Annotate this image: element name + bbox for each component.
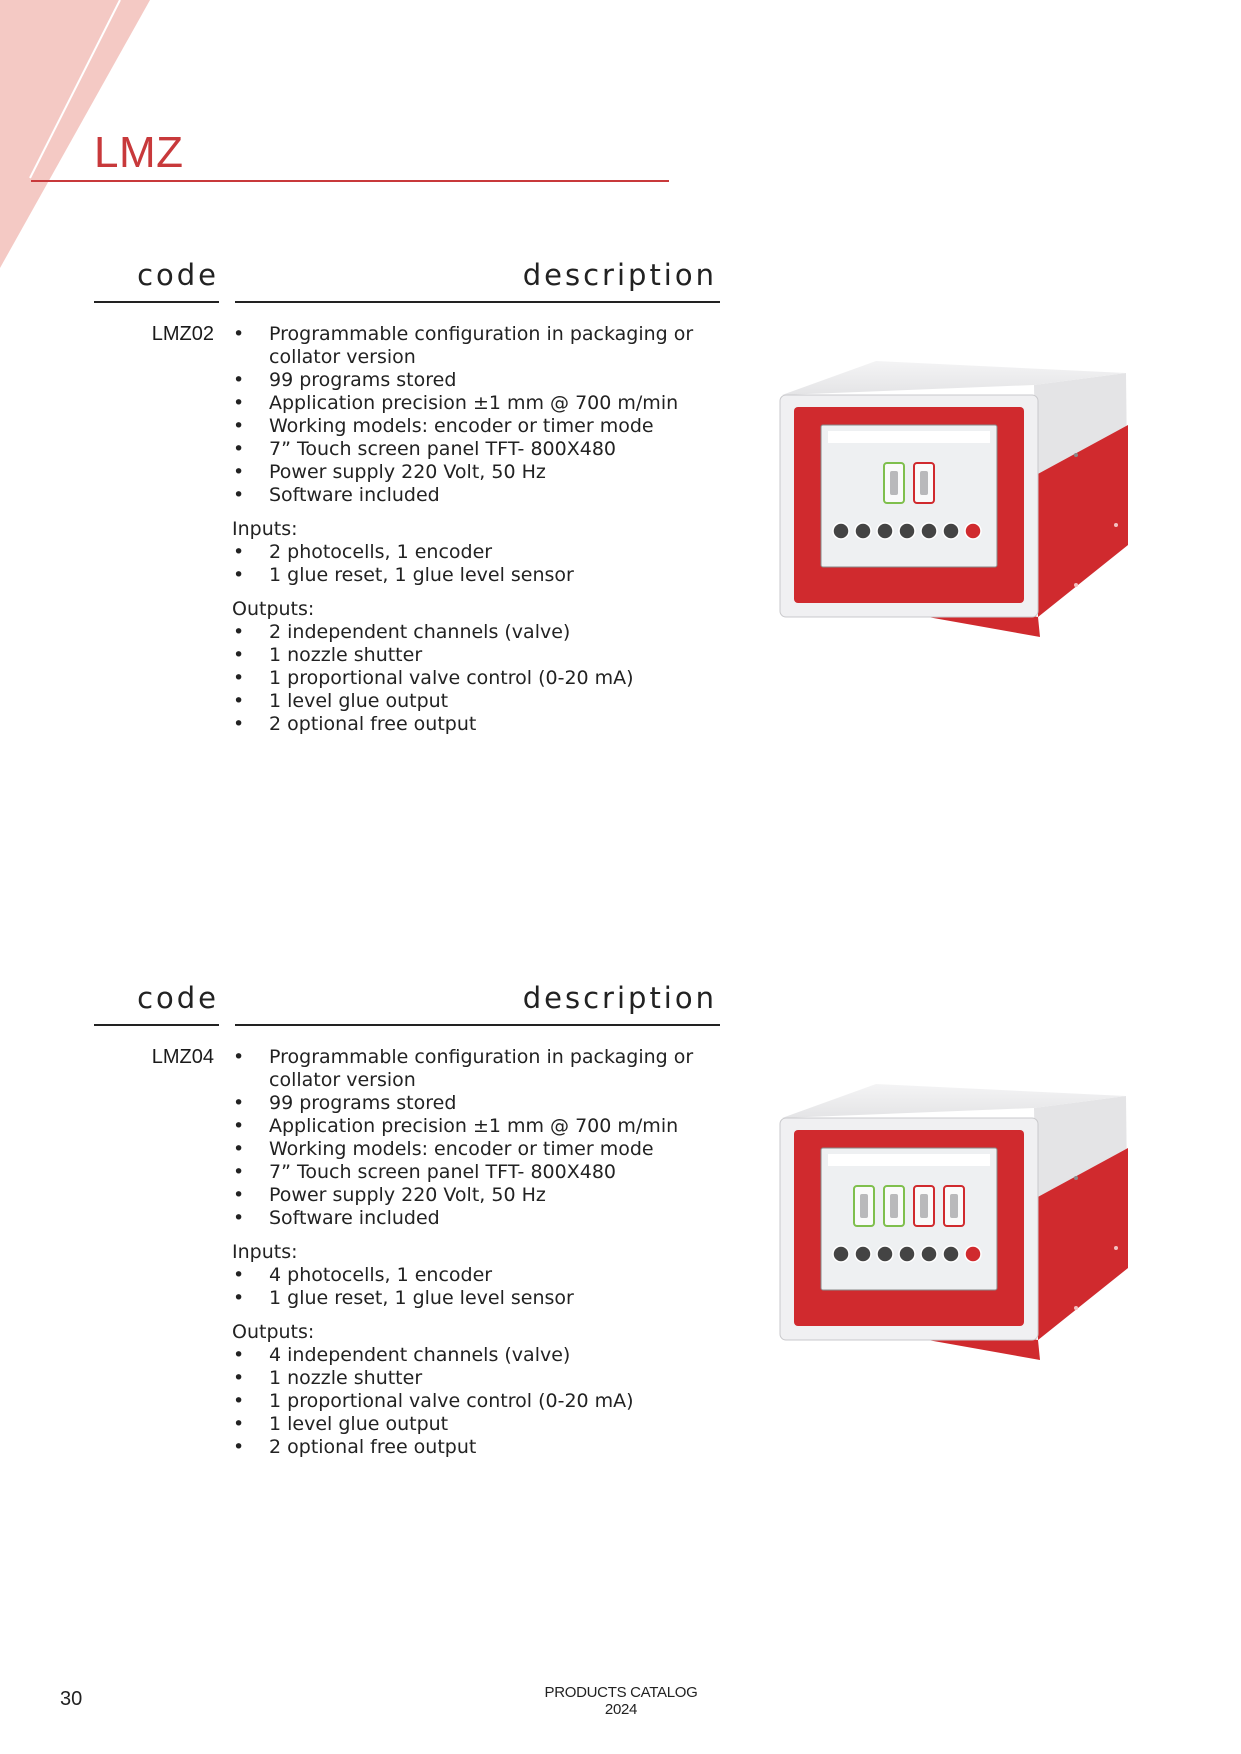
- screen-icon: [965, 523, 981, 539]
- inputs-label: Inputs:: [232, 518, 298, 540]
- column-header-code: code: [137, 258, 219, 292]
- output-item: • 1 level glue output: [232, 690, 702, 713]
- output-item: • 1 level glue output: [232, 1413, 702, 1436]
- output-item: • 1 nozzle shutter: [232, 644, 702, 667]
- channel-glyph: [890, 1194, 898, 1218]
- product-image: [776, 1078, 1138, 1360]
- feature-list: [232, 323, 702, 507]
- screen-icon: [965, 1246, 981, 1262]
- channel-glyph: [920, 471, 928, 495]
- description-header-rule: [235, 301, 720, 303]
- screen-icon: [943, 523, 959, 539]
- inputs-label: Inputs:: [232, 1241, 298, 1263]
- feature-item: • 99 programs stored: [232, 1092, 702, 1115]
- inputs-list: [232, 1264, 702, 1310]
- feature-item: • Software included: [232, 1207, 702, 1230]
- product-description: [232, 1046, 702, 1459]
- screen-icon: [921, 523, 937, 539]
- outputs-list: [232, 621, 702, 736]
- column-header-description: description: [522, 981, 717, 1015]
- screen-icon: [855, 1246, 871, 1262]
- side-screw: [1074, 1176, 1078, 1180]
- output-item: • 1 nozzle shutter: [232, 1367, 702, 1390]
- channel-glyph: [860, 1194, 868, 1218]
- screen-icon: [899, 523, 915, 539]
- screen-icon: [877, 1246, 893, 1262]
- title-underline: [31, 180, 669, 182]
- device-screen: [821, 425, 997, 567]
- outputs-label: Outputs:: [232, 1321, 315, 1343]
- feature-item: • Programmable configuration in packaging or collator version: [232, 323, 702, 369]
- product-section-1: [0, 255, 1241, 855]
- output-item: • 4 independent channels (valve): [232, 1344, 702, 1367]
- input-item: • 1 glue reset, 1 glue level sensor: [232, 1287, 702, 1310]
- channel-glyph: [950, 1194, 958, 1218]
- screen-icon: [833, 523, 849, 539]
- feature-item: • Application precision ±1 mm @ 700 m/min: [232, 1115, 702, 1138]
- code-header-rule: [94, 301, 219, 303]
- footer-catalog-label: PRODUCTS CATALOG 2024: [544, 1684, 698, 1718]
- screen-header-bar: [828, 431, 990, 443]
- screen-icon: [877, 523, 893, 539]
- feature-item: • Power supply 220 Volt, 50 Hz: [232, 1184, 702, 1207]
- feature-item: • Programmable configuration in packaging or collator version: [232, 1046, 702, 1092]
- feature-item: • Power supply 220 Volt, 50 Hz: [232, 461, 702, 484]
- side-screw: [1074, 583, 1078, 587]
- output-item: • 2 independent channels (valve): [232, 621, 702, 644]
- page-title: LMZ: [94, 128, 184, 177]
- feature-item: • 7” Touch screen panel TFT- 800X480: [232, 438, 702, 461]
- input-item: • 1 glue reset, 1 glue level sensor: [232, 564, 702, 587]
- product-description: [232, 323, 702, 736]
- channel-glyph: [920, 1194, 928, 1218]
- column-header-description: description: [522, 258, 717, 292]
- inputs-list: [232, 541, 702, 587]
- outputs-label: Outputs:: [232, 598, 315, 620]
- screen-icon: [943, 1246, 959, 1262]
- product-image: [776, 355, 1138, 637]
- input-item: • 2 photocells, 1 encoder: [232, 541, 702, 564]
- screen-icon: [921, 1246, 937, 1262]
- side-screw: [1114, 523, 1118, 527]
- feature-item: • Application precision ±1 mm @ 700 m/min: [232, 392, 702, 415]
- feature-item: • Working models: encoder or timer mode: [232, 1138, 702, 1161]
- outputs-list: [232, 1344, 702, 1459]
- input-item: • 4 photocells, 1 encoder: [232, 1264, 702, 1287]
- output-item: • 2 optional free output: [232, 713, 702, 736]
- device-screen: [821, 1148, 997, 1290]
- output-item: • 1 proportional valve control (0-20 mA): [232, 667, 702, 690]
- product-section-2: [0, 978, 1241, 1578]
- page-number: 30: [60, 1688, 83, 1710]
- product-code: LMZ02: [151, 323, 214, 345]
- product-code: LMZ04: [151, 1046, 214, 1068]
- code-header-rule: [94, 1024, 219, 1026]
- feature-item: • 7” Touch screen panel TFT- 800X480: [232, 1161, 702, 1184]
- output-item: • 2 optional free output: [232, 1436, 702, 1459]
- side-screw: [1074, 1306, 1078, 1310]
- side-screw: [1074, 453, 1078, 457]
- feature-list: [232, 1046, 702, 1230]
- feature-item: • 99 programs stored: [232, 369, 702, 392]
- column-header-code: code: [137, 981, 219, 1015]
- screen-header-bar: [828, 1154, 990, 1166]
- feature-item: • Software included: [232, 484, 702, 507]
- output-item: • 1 proportional valve control (0-20 mA): [232, 1390, 702, 1413]
- feature-item: • Working models: encoder or timer mode: [232, 415, 702, 438]
- description-header-rule: [235, 1024, 720, 1026]
- screen-icon: [833, 1246, 849, 1262]
- screen-icon: [855, 523, 871, 539]
- channel-glyph: [890, 471, 898, 495]
- screen-icon: [899, 1246, 915, 1262]
- side-screw: [1114, 1246, 1118, 1250]
